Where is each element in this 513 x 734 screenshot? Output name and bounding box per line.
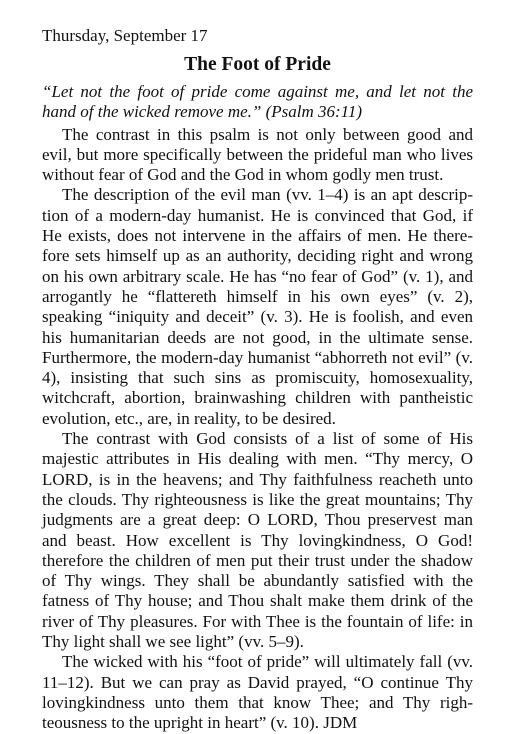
date-heading: Thursday, September 17 bbox=[42, 26, 208, 45]
body-paragraph-2: The description of the evil man (vv. 1–4) is an apt description of a modern-day humanist. He is convinced that God, if He exists, does not intervene in the affairs of men. He therefore sets himself up as an authority, deciding right and wrong on his own arbitrary scale. He has “no fear of God” (v. 1), and arrogantly he “flattereth himself in his own eyes” (v. 2), speaking “iniquity and deceit” (v. 3). He is foolish, and even his humanitarian deeds are not good, in the ultimate sense. Furthermore, the modern-day humanist “abhorreth not evil” (v. 4), insisting that such sins as promiscuity, homosexuality, witchcraft, abortion, brainwashing children with pantheistic evolution, etc., are, in reality, to be desired. bbox=[42, 185, 473, 428]
page-title: The Foot of Pride bbox=[184, 54, 331, 75]
body-paragraph-4: The wicked with his “foot of pride” will ultimately fall (vv. 11–12). But we can pray as David prayed, “O continue Thy lovingkindness unto them that know Thee; and Thy righteousness to the upright in heart” (v. 10). JDM bbox=[42, 652, 473, 733]
scripture-verse: “Let not the foot of pride come against me, and let not the hand of the wicked remove me.” (Psalm 36:11) bbox=[42, 82, 473, 122]
body-paragraph-3: The contrast with God consists of a list of some of His majestic attributes in His dealing with men. “Thy mercy, O LORD, is in the heavens; and Thy faithfulness reacheth unto the clouds. Thy righteousness is like the great mountains; Thy judgments are a great deep: O LORD, Thou preservest man and beast. How excellent is Thy lovingkindness, O God! therefore the children of men put their trust under the shadow of Thy wings. They shall be abundantly satisfied with the fatness of Thy house; and Thou shalt make them drink of the river of Thy pleasures. For with Thee is the fountain of life: in Thy light shall we see light” (vv. 5–9). bbox=[42, 429, 473, 652]
body-paragraph-1: The contrast in this psalm is not only between good and evil, but more specifically between the prideful man who lives without fear of God and the God in whom godly men trust. bbox=[42, 124, 473, 185]
